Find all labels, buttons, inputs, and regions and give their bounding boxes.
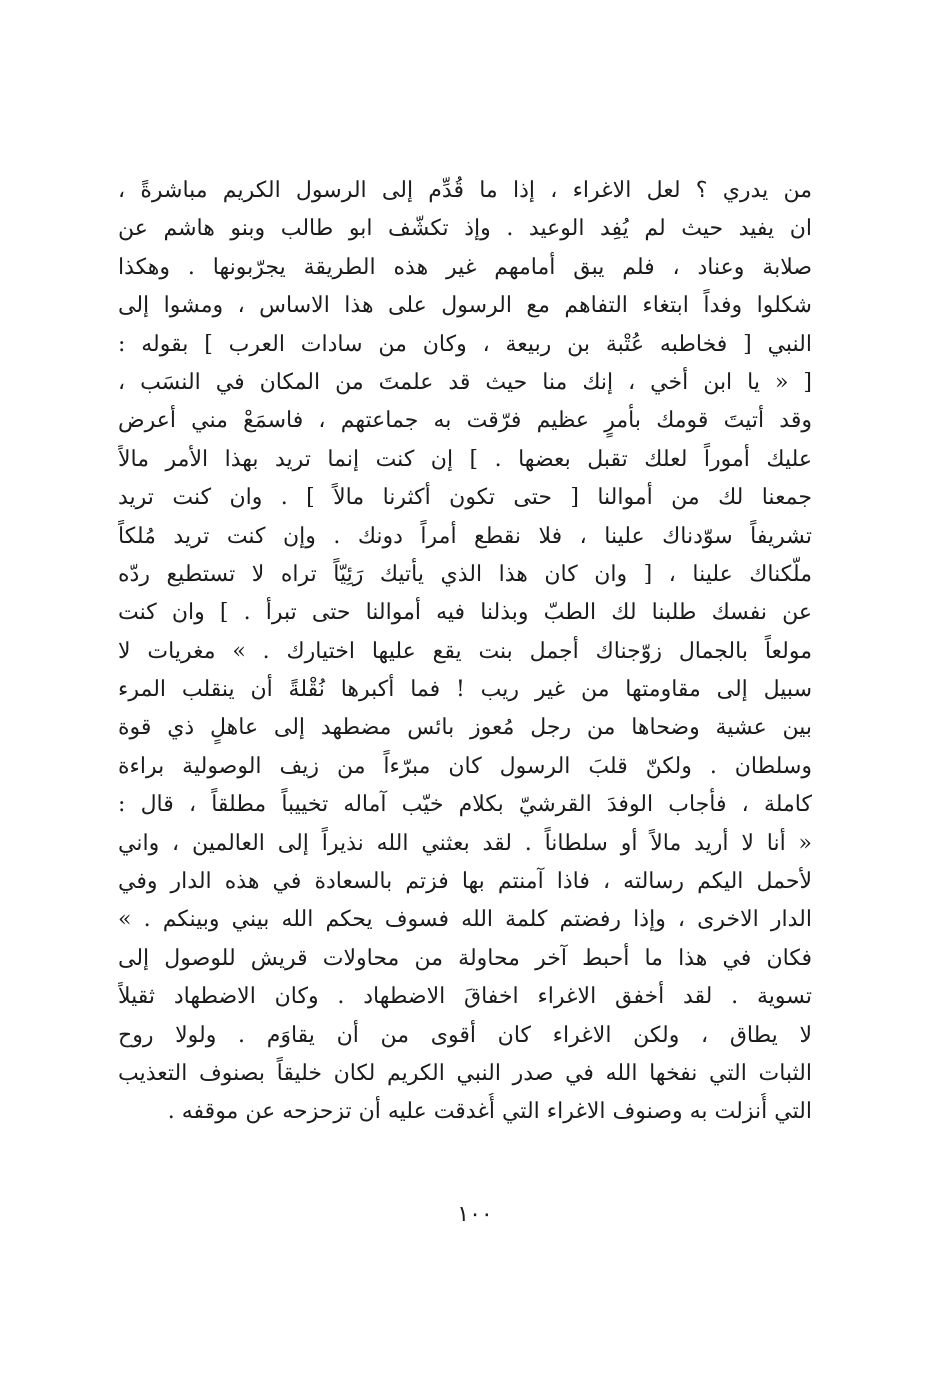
text-line: النبي [ فخاطبه عُتْبة بن ربيعة ، وكان من سادات العرب ] بقوله :: [118, 331, 812, 357]
text-line: مولعاً بالجمال زوّجناك أجمل بنت يقع عليها اختيارك . » مغريات لا: [118, 638, 812, 664]
text-line: سبيل إلى مقاومتها من غير ريب ! فما أكبرها نُقْلةً أن ينقلب المرء: [118, 677, 812, 703]
text-line: تشريفاً سوّدناك علينا ، فلا نقطع أمراً دونك . وإن كنت تريد مُلكاً: [118, 523, 812, 549]
text-line: ملّكناك علينا ، [ وان كان هذا الذي يأتيك رَئِيّاً تراه لا تستطيع ردّه: [118, 561, 812, 587]
body-text: [118, 172, 812, 1132]
page-number: ١٠٠: [457, 1202, 493, 1227]
text-line: صلابة وعناد ، فلم يبق أمامهم غير هذه الطريقة يجرّبونها . وهكذا: [118, 254, 812, 280]
text-line: بين عشية وضحاها من رجل مُعوز بائس مضطهد إلى عاهلٍ ذي قوة: [118, 715, 812, 741]
text-line: وقد أتيتَ قومك بأمرٍ عظيم فرّقت به جماعتهم ، فاسمَعْ مني أعرض: [118, 408, 812, 434]
text-line: جمعنا لك من أموالنا [ حتى تكون أكثرنا مالاً ] . وان كنت تريد: [118, 485, 812, 511]
text-line: ان يفيد حيث لم يُفِد الوعيد . وإذ تكشّف ابو طالب وبنو هاشم عن: [118, 216, 812, 242]
text-line: الثبات التي نفخها الله في صدر النبي الكريم لكان خليقاً بصنوف التعذيب: [118, 1060, 812, 1086]
text-line: [ « يا ابن أخي ، إنك منا حيث قد علمتَ من المكان في النسَب ،: [118, 369, 812, 395]
text-line: تسوية . لقد أخفق الاغراء اخفاقَ الاضطهاد . وكان الاضطهاد ثقيلاً: [118, 984, 812, 1010]
text-line: لأحمل اليكم رسالته ، فاذا آمنتم بها فزتم بالسعادة في هذه الدار وفي: [118, 869, 812, 895]
text-line: الدار الاخرى ، وإذا رفضتم كلمة الله فسوف يحكم الله بيني وبينكم . »: [118, 907, 812, 933]
text-line: فكان في هذا ما أحبط آخر محاولة من محاولات قريش للوصول إلى: [118, 945, 812, 971]
text-line: لا يطاق ، ولكن الاغراء كان أقوى من أن يقاوَم . ولولا روح: [118, 1022, 812, 1048]
text-line: وسلطان . ولكنّ قلبَ الرسول كان مبرّءاً من زيف الوصولية براءة: [118, 753, 812, 779]
text-line: « أنا لا أريد مالاً أو سلطاناً . لقد بعثني الله نذيراً إلى العالمين ، واني: [118, 830, 812, 856]
text-line: كاملة ، فأجاب الوفدَ القرشيّ بكلام خيّب آماله تخييباً مطلقاً ، قال :: [118, 792, 812, 818]
text-line: التي أُنزلت به وصنوف الاغراء التي أُغدقت عليه أن تزحزحه عن موقفه .: [167, 1099, 812, 1125]
text-line: عليك أموراً لعلك تقبل بعضها . ] إن كنت إنما تريد بهذا الأمر مالاً: [118, 446, 812, 472]
text-line: من يدري ؟ لعل الاغراء ، إذا ما قُدِّم إلى الرسول الكريم مباشرةً ،: [118, 178, 812, 203]
text-line: شكلوا وفداً ابتغاء التفاهم مع الرسول على هذا الاساس ، ومشوا إلى: [118, 293, 812, 319]
text-line: عن نفسك طلبنا لك الطبّ وبذلنا فيه أموالنا حتى تبرأ . ] وان كنت: [118, 600, 812, 626]
